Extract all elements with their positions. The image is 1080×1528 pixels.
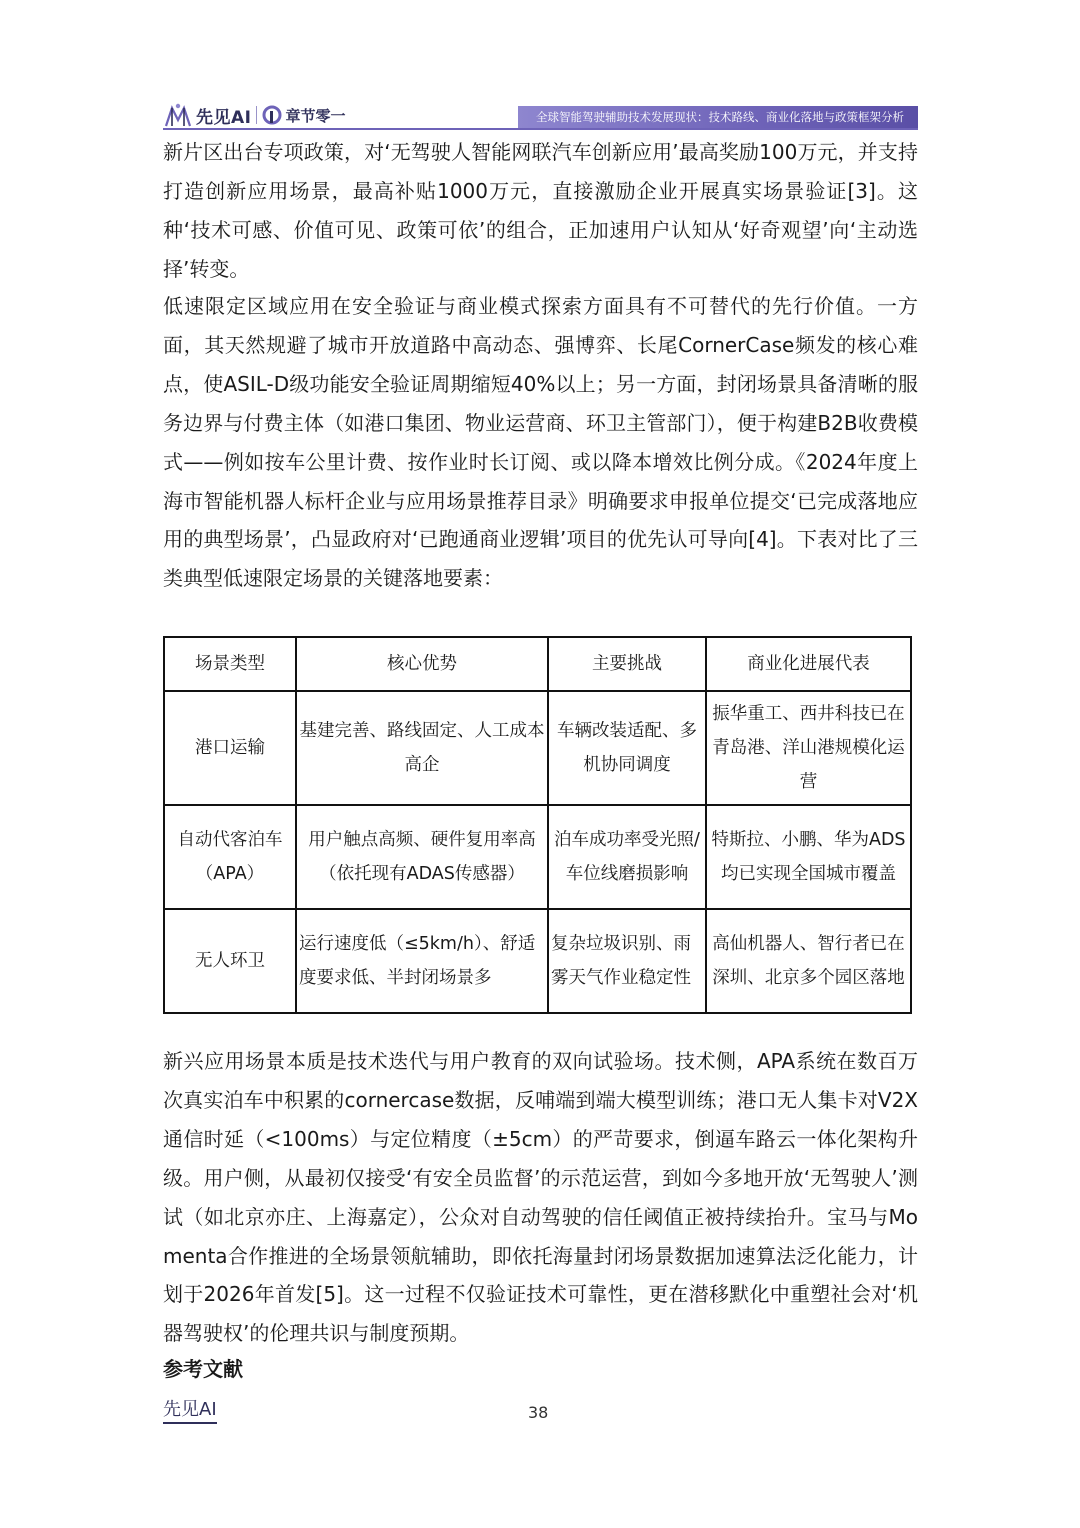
table-header-cell: 核心优势: [296, 637, 548, 691]
body-paragraph-2: 低速限定区域应用在安全验证与商业模式探索方面具有不可替代的先行价值。一方面，其天然规避了城市开放道路中高动态、强博弈、长尾CornerCase频发的核心难点，使ASIL-D级功能安全验证周期缩短40%以上；另一方面，封闭场景具备清晰的服务边界与付费主体（如港口集团、物业运营商、环卫主管部门），便于构建B2B收费模式——例如按车公里计费、按作业时长订阅、或以降本增效比例分成。《2024年度上海市智能机器人标杆企业与应用场景推荐目录》明确要求申报单位提交‘已完成落地应用的典型场景’，凸显政府对‘已跑通商业逻辑’项目的优先认可导向[4]。下表对比了三类典型低速限定场景的关键落地要素：: [163, 294, 918, 591]
table-cell: 基建完善、路线固定、人工成本高企: [296, 691, 548, 805]
header-brand-zhangjie: 章节零一: [285, 106, 346, 125]
table-cell: 无人环卫: [164, 909, 296, 1013]
table-row: [164, 691, 911, 805]
table-cell: 泊车成功率受光照/车位线磨损影响: [548, 805, 706, 909]
body-paragraph-1: 新片区出台专项政策，对‘无驾驶人智能网联汽车创新应用’最高奖励100万元，并支持打造创新应用场景，最高补贴1000万元，直接激励企业开展真实场景验证[3]。这种‘技术可感、价值可见、政策可依’的组合，正加速用户认知从‘好奇观望’向‘主动选择’转变。: [163, 140, 918, 281]
header-title-bar: 全球智能驾驶辅助技术发展现状：技术路线、商业化落地与政策框架分析: [518, 106, 918, 128]
table-cell: 高仙机器人、智行者已在深圳、北京多个园区落地: [706, 909, 911, 1013]
table-header-cell: 主要挑战: [548, 637, 706, 691]
table-cell: 运行速度低（≤5km/h）、舒适度要求低、半封闭场景多: [296, 909, 548, 1013]
header-rule: [163, 128, 918, 130]
page-number: 38: [528, 1403, 549, 1422]
page-header: [163, 100, 918, 130]
table-cell: 特斯拉、小鹏、华为ADS均已实现全国城市覆盖: [706, 805, 911, 909]
references-heading: 参考文献: [163, 1357, 243, 1381]
footer-logo: 先见AI: [163, 1399, 217, 1424]
table-cell: 车辆改装适配、多机协同调度: [548, 691, 706, 805]
xianjian-logo-icon: [163, 102, 193, 128]
table-row: [164, 805, 911, 909]
table-cell: 复杂垃圾识别、雨雾天气作业稳定性: [548, 909, 706, 1013]
header-logo-group: [163, 102, 346, 128]
header-brand-xianjian: 先见AI: [196, 107, 252, 128]
table-header-cell: 商业化进展代表: [706, 637, 911, 691]
scenario-comparison-table: [163, 636, 912, 1014]
table-cell: 用户触点高频、硬件复用率高（依托现有ADAS传感器）: [296, 805, 548, 909]
zhangjie-logo-icon: [262, 105, 282, 125]
table-cell: 振华重工、西井科技已在青岛港、洋山港规模化运营: [706, 691, 911, 805]
header-logo-divider: [256, 106, 257, 124]
table-header-row: [164, 637, 911, 691]
body-paragraph-3: 新兴应用场景本质是技术迭代与用户教育的双向试验场。技术侧，APA系统在数百万次真实泊车中积累的cornercase数据，反哺端到端大模型训练；港口无人集卡对V2X通信时延（<100ms）与定位精度（±5cm）的严苛要求，倒逼车路云一体化架构升级。用户侧，从最初仅接受‘有安全员监督’的示范运营，到如今多地开放‘无驾驶人’测试（如北京亦庄、上海嘉定），公众对自动驾驶的信任阈值正被持续抬升。宝马与Momenta合作推进的全场景领航辅助，即依托海量封闭场景数据加速算法泛化能力，计划于2026年首发[5]。这一过程不仅验证技术可靠性，更在潜移默化中重塑社会对‘机器驾驶权’的伦理共识与制度预期。: [163, 1049, 918, 1346]
table-header-cell: 场景类型: [164, 637, 296, 691]
table-row: [164, 909, 911, 1013]
table-cell: 港口运输: [164, 691, 296, 805]
table-cell: 自动代客泊车（APA）: [164, 805, 296, 909]
